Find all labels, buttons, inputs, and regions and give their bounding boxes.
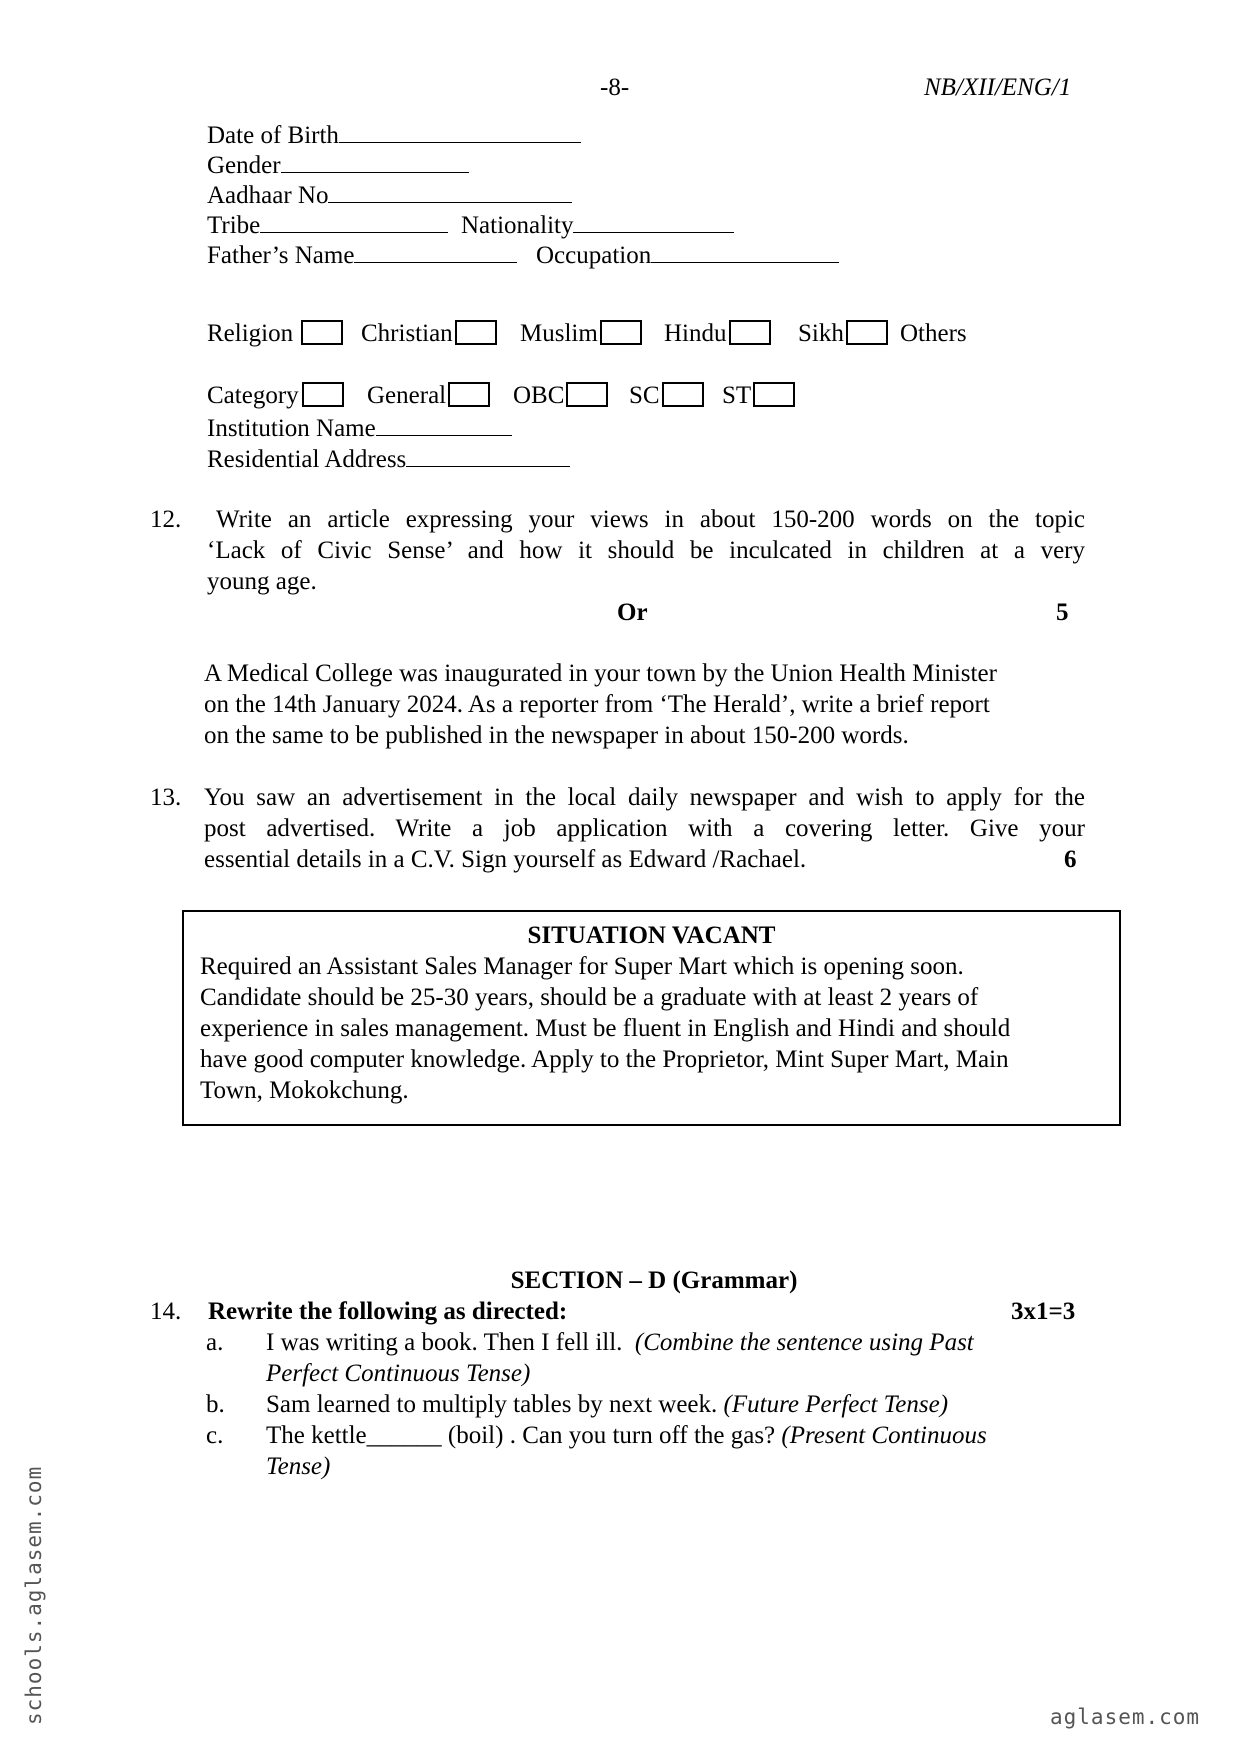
q14-a-direction-1: (Combine the sentence using Past — [634, 1329, 974, 1356]
muslim-checkbox[interactable] — [600, 320, 642, 345]
q14-c-blank: ______ — [366, 1422, 442, 1449]
q12-alt-line-1: A Medical College was inaugurated in your town by the Union Health Minister — [204, 660, 997, 687]
ad-title: SITUATION VACANT — [527, 922, 776, 949]
religion-option-sikh — [798, 318, 888, 349]
form-gender — [207, 148, 469, 181]
option-label: SC — [629, 382, 660, 409]
q14-a-text: I was writing a book. Then I fell ill. — [266, 1329, 623, 1356]
category-option-sc — [629, 380, 704, 411]
q14-a-direction-2: Perfect Continuous Tense) — [266, 1360, 531, 1387]
option-label: ST — [722, 382, 752, 409]
q12-line-1: Write an article expressing your views in about 150-200 words on the topic — [216, 506, 1085, 533]
religion-option-christian — [361, 318, 497, 349]
religion-option-hindu — [664, 318, 771, 349]
address-blank — [406, 442, 570, 467]
q12-number: 12. — [150, 506, 182, 533]
q14-b-line — [266, 1389, 948, 1420]
paper-code: NB/XII/ENG/1 — [924, 74, 1072, 101]
occupation-blank — [651, 238, 839, 263]
ad-line-4: have good computer knowledge. Apply to the Proprietor, Mint Super Mart, Main — [200, 1046, 1009, 1073]
religion-option-others: Others — [900, 320, 967, 347]
obc-checkbox[interactable] — [566, 382, 608, 407]
aadhaar-blank — [328, 178, 572, 203]
option-label: General — [367, 382, 447, 409]
category-row — [207, 380, 344, 411]
dob-blank — [339, 118, 581, 143]
q12-line-3: young age. — [207, 568, 317, 595]
tribe-blank — [260, 208, 448, 233]
form-dob — [207, 118, 581, 151]
q14-b-direction: (Future Perfect Tense) — [723, 1391, 949, 1418]
q14-number: 14. — [150, 1298, 182, 1325]
option-label: Hindu — [664, 320, 727, 347]
form-address — [207, 442, 570, 475]
q13-number: 13. — [150, 784, 182, 811]
q14-marks: 3x1=3 — [1011, 1298, 1076, 1325]
q13-line-3: essential details in a C.V. Sign yourself as Edward /Rachael. — [204, 846, 807, 873]
q12-or: Or — [617, 599, 648, 626]
religion-label: Religion — [207, 320, 294, 347]
religion-option-muslim — [520, 318, 642, 349]
nationality-label: Nationality — [461, 212, 574, 239]
christian-checkbox[interactable] — [455, 320, 497, 345]
form-institution — [207, 411, 512, 444]
q12-alt-line-3: on the same to be published in the newspaper in about 150-200 words. — [204, 722, 909, 749]
category-label: Category — [207, 382, 299, 409]
ad-line-1: Required an Assistant Sales Manager for Super Mart which is opening soon. — [200, 953, 964, 980]
address-label: Residential Address — [207, 446, 407, 473]
section-d-title: SECTION – D (Grammar) — [510, 1267, 798, 1294]
st-checkbox[interactable] — [753, 382, 795, 407]
form-tribe — [207, 208, 448, 241]
footer-watermark: aglasem.com — [1050, 1705, 1201, 1729]
religion-row — [207, 318, 343, 349]
form-father — [207, 238, 517, 271]
nationality-blank — [573, 208, 734, 233]
occupation-label: Occupation — [536, 242, 652, 269]
tribe-label: Tribe — [207, 212, 261, 239]
ad-line-3: experience in sales management. Must be fluent in English and Hindi and should — [200, 1015, 1011, 1042]
option-label: Sikh — [798, 320, 844, 347]
q13-line-2: post advertised. Write a job application with a covering letter. Give your — [204, 815, 1085, 842]
sikh-checkbox[interactable] — [846, 320, 888, 345]
q13-marks: 6 — [1064, 846, 1077, 873]
q14-instruction: Rewrite the following as directed: — [208, 1298, 568, 1325]
institution-blank — [376, 411, 512, 436]
q12-marks: 5 — [1056, 599, 1069, 626]
q14-b-text: Sam learned to multiply tables by next week. — [266, 1391, 718, 1418]
hindu-checkbox[interactable] — [729, 320, 771, 345]
q14-b-letter: b. — [206, 1391, 225, 1418]
category-option-obc — [513, 380, 608, 411]
advertisement-box — [182, 910, 1121, 1126]
category-option-general — [367, 380, 490, 411]
general-checkbox[interactable] — [448, 382, 490, 407]
q14-c-direction-2: Tense) — [266, 1453, 331, 1480]
option-label: OBC — [513, 382, 565, 409]
q14-c-text-after: (boil) . Can you turn off the gas? — [447, 1422, 776, 1449]
option-label: Muslim — [520, 320, 598, 347]
page-number: -8- — [600, 74, 630, 101]
category-checkbox[interactable] — [302, 382, 344, 407]
q13-line-1: You saw an advertisement in the local daily newspaper and wish to apply for the — [204, 784, 1085, 811]
ad-line-2: Candidate should be 25-30 years, should be a graduate with at least 2 years of — [200, 984, 979, 1011]
sc-checkbox[interactable] — [662, 382, 704, 407]
dob-label: Date of Birth — [207, 122, 339, 149]
gender-blank — [281, 148, 469, 173]
institution-label: Institution Name — [207, 415, 376, 442]
q14-c-direction-1: (Present Continuous — [781, 1422, 987, 1449]
q14-c-letter: c. — [206, 1422, 224, 1449]
q12-alt-line-2: on the 14th January 2024. As a reporter from ‘The Herald’, write a brief report — [204, 691, 990, 718]
side-watermark: schools.aglasem.com — [22, 1465, 46, 1725]
religion-checkbox[interactable] — [301, 320, 343, 345]
father-blank — [354, 238, 517, 263]
father-label: Father’s Name — [207, 242, 355, 269]
form-aadhaar — [207, 178, 572, 211]
q12-line-2: ‘Lack of Civic Sense’ and how it should be inculcated in children at a very — [207, 537, 1085, 564]
q14-c-text-before: The kettle — [266, 1422, 367, 1449]
gender-label: Gender — [207, 152, 281, 179]
q14-a-letter: a. — [206, 1329, 224, 1356]
aadhaar-label: Aadhaar No — [207, 182, 329, 209]
q14-c-line-1 — [266, 1420, 987, 1451]
form-occupation — [536, 238, 839, 271]
option-label: Christian — [361, 320, 453, 347]
ad-line-5: Town, Mokokchung. — [200, 1077, 409, 1104]
q14-a-line-1 — [266, 1327, 974, 1358]
form-nationality — [461, 208, 734, 241]
category-option-st — [722, 380, 795, 411]
